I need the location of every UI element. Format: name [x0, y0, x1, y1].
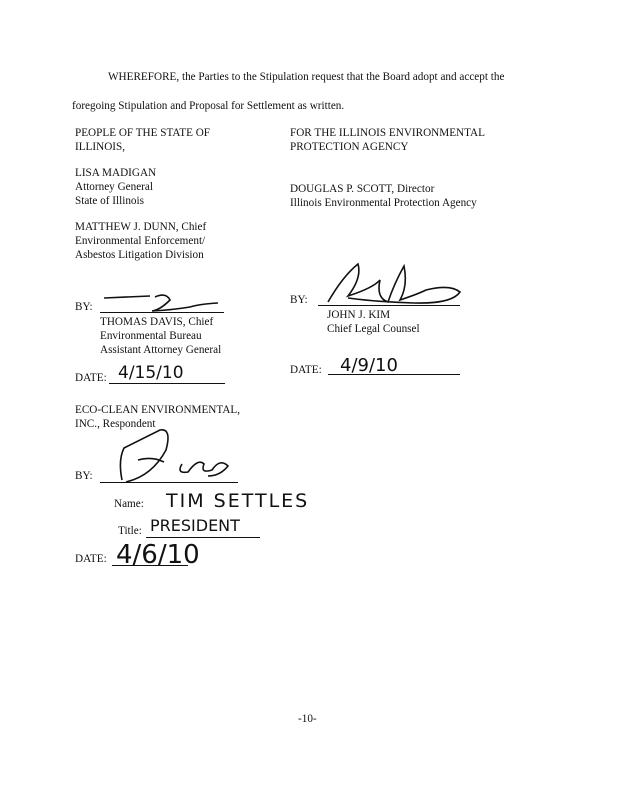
intro-line-2: foregoing Stipulation and Proposal for Settlement as written. [72, 100, 345, 112]
left-signer-bureau: Environmental Bureau [100, 330, 202, 342]
left-signer-name: THOMAS DAVIS, Chief [100, 316, 214, 328]
title-label: Title: [118, 525, 142, 537]
ag-state: State of Illinois [75, 195, 144, 207]
title-line [146, 537, 260, 538]
right-party-line-1: FOR THE ILLINOIS ENVIRONMENTAL [290, 127, 485, 139]
left-party-line-2: ILLINOIS, [75, 141, 126, 153]
respondent-line-2: INC., Respondent [75, 418, 156, 430]
respondent-line-1: ECO-CLEAN ENVIRONMENTAL, [75, 404, 241, 416]
ag-title: Attorney General [75, 181, 153, 193]
ag-name: LISA MADIGAN [75, 167, 157, 179]
right-signer-name: JOHN J. KIM [327, 309, 391, 321]
chief-name: MATTHEW J. DUNN, Chief [75, 221, 207, 233]
respondent-date-label: DATE: [75, 553, 107, 565]
left-date-value: 4/15/10 [118, 363, 184, 383]
right-by-label: BY: [290, 294, 308, 306]
left-by-label: BY: [75, 301, 93, 313]
kim-signature [318, 258, 468, 308]
left-signer-title: Assistant Attorney General [100, 344, 222, 356]
intro-line-1: WHEREFORE, the Parties to the Stipulation request that the Board adopt and accept the [108, 71, 505, 83]
right-date-value: 4/9/10 [340, 355, 398, 376]
settles-signature [108, 420, 238, 486]
page-number: -10- [298, 713, 317, 725]
agency-name: Illinois Environmental Protection Agency [290, 197, 477, 209]
left-date-label: DATE: [75, 372, 107, 384]
right-party-line-2: PROTECTION AGENCY [290, 141, 409, 153]
name-value: TIM SETTLES [166, 490, 310, 512]
title-value: PRESIDENT [150, 516, 240, 535]
right-signature-line [318, 305, 460, 306]
respondent-date-line [112, 565, 188, 566]
respondent-by-label: BY: [75, 470, 93, 482]
left-signature-line [100, 312, 224, 313]
right-signer-title: Chief Legal Counsel [327, 323, 420, 335]
right-date-line [328, 374, 460, 375]
respondent-signature-line [100, 482, 238, 483]
left-party-line-1: PEOPLE OF THE STATE OF [75, 127, 211, 139]
right-date-label: DATE: [290, 364, 322, 376]
left-date-line [109, 383, 225, 384]
respondent-date-value: 4/6/10 [116, 540, 200, 570]
chief-division-2: Asbestos Litigation Division [75, 249, 204, 261]
director-name: DOUGLAS P. SCOTT, Director [290, 183, 435, 195]
name-label: Name: [114, 498, 144, 510]
chief-division-1: Environmental Enforcement/ [75, 235, 206, 247]
